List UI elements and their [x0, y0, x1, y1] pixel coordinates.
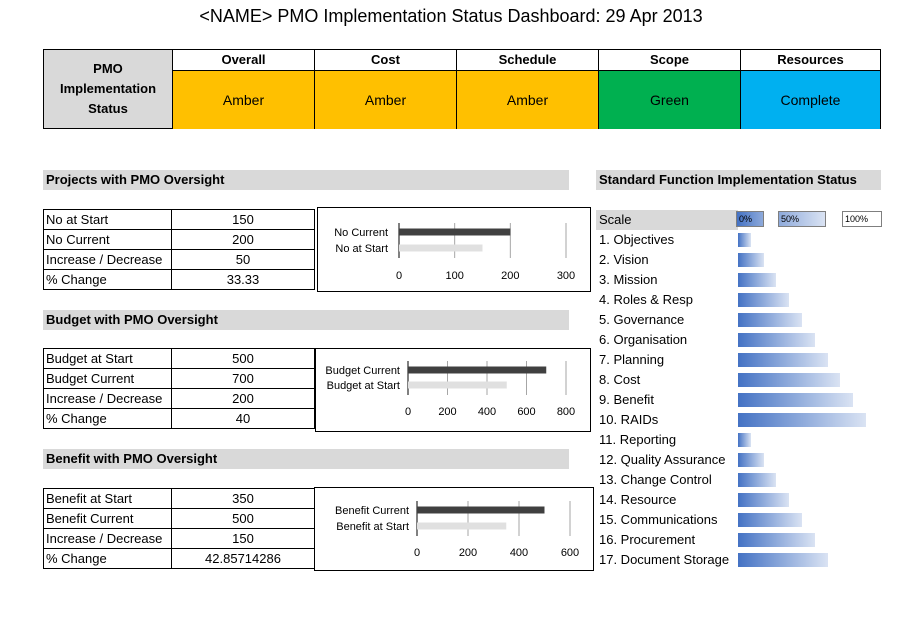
function-row — [596, 550, 886, 570]
function-label: 9. Benefit — [599, 392, 654, 407]
function-label: 7. Planning — [599, 352, 665, 367]
function-label: 5. Governance — [599, 312, 685, 327]
scale-label: Scale — [599, 212, 632, 227]
bar — [408, 367, 546, 374]
benefit-chart-svg — [315, 488, 593, 570]
row-label: No Current — [44, 230, 172, 250]
function-bar — [738, 313, 802, 327]
standard-function-list — [596, 210, 886, 570]
status-value: Amber — [315, 71, 456, 129]
function-bar — [738, 433, 751, 447]
x-tick-label: 200 — [501, 270, 520, 282]
table-row — [44, 210, 315, 230]
x-tick-label: 200 — [438, 406, 457, 418]
table-row — [44, 349, 315, 369]
status-value: Green — [599, 71, 740, 129]
category-label: No at Start — [335, 243, 388, 255]
budget-chart-svg — [316, 349, 590, 431]
function-label: 12. Quality Assurance — [599, 452, 726, 467]
status-col-overall — [172, 50, 314, 128]
row-value: 500 — [172, 349, 315, 369]
function-bar — [738, 253, 764, 267]
scale-mark: 50% — [778, 211, 826, 227]
function-row — [596, 410, 886, 430]
function-bar — [738, 533, 815, 547]
x-tick-label: 600 — [517, 406, 536, 418]
status-col-resources — [740, 50, 880, 128]
x-tick-label: 0 — [413, 547, 421, 559]
function-bar — [738, 353, 828, 367]
row-label: Budget at Start — [44, 349, 172, 369]
function-label: 10. RAIDs — [599, 412, 659, 427]
function-row — [596, 430, 886, 450]
table-row — [44, 369, 315, 389]
table-row — [44, 230, 315, 250]
status-header: Cost — [315, 50, 456, 71]
status-header: Schedule — [457, 50, 598, 71]
function-row — [596, 270, 886, 290]
function-row — [596, 470, 886, 490]
budget-section-title: Budget with PMO Oversight — [43, 310, 569, 330]
bar — [417, 507, 545, 514]
function-row — [596, 330, 886, 350]
function-bar — [738, 513, 802, 527]
bar — [399, 229, 510, 236]
row-value: 500 — [172, 509, 315, 529]
scale-mark: 0% — [736, 211, 764, 227]
budget-chart — [315, 348, 591, 432]
status-value: Amber — [457, 71, 598, 129]
row-label: % Change — [44, 270, 172, 290]
function-row — [596, 310, 886, 330]
status-col-scope — [598, 50, 740, 128]
row-value: 200 — [172, 230, 315, 250]
category-label: No Current — [334, 227, 388, 239]
projects-chart — [317, 207, 591, 292]
function-label: 14. Resource — [599, 492, 677, 507]
x-tick-label: 0 — [404, 406, 412, 418]
status-header: Overall — [173, 50, 314, 71]
table-row — [44, 489, 315, 509]
row-label: % Change — [44, 409, 172, 429]
function-bar — [738, 373, 840, 387]
status-value: Complete — [741, 71, 880, 129]
standard-function-rows — [596, 230, 886, 570]
row-label: Budget Current — [44, 369, 172, 389]
function-label: 13. Change Control — [599, 472, 712, 487]
table-row — [44, 409, 315, 429]
projects-section-title: Projects with PMO Oversight — [43, 170, 569, 190]
table-row — [44, 509, 315, 529]
function-label: 11. Reporting — [599, 432, 677, 447]
status-col-schedule — [456, 50, 598, 128]
category-label: Benefit Current — [335, 505, 409, 517]
scale-row — [596, 210, 738, 230]
function-row — [596, 390, 886, 410]
bar — [408, 382, 507, 389]
status-row-label: PMO Implementation Status — [44, 50, 173, 128]
function-label: 3. Mission — [599, 272, 658, 287]
projects-table — [43, 209, 315, 290]
category-label: Benefit at Start — [336, 521, 409, 533]
function-bar — [738, 473, 776, 487]
row-value: 150 — [172, 210, 315, 230]
row-value: 40 — [172, 409, 315, 429]
row-label: Increase / Decrease — [44, 250, 172, 270]
function-label: 2. Vision — [599, 252, 649, 267]
row-value: 50 — [172, 250, 315, 270]
function-row — [596, 230, 886, 250]
row-label: Benefit Current — [44, 509, 172, 529]
status-table — [43, 49, 881, 129]
function-label: 4. Roles & Resp — [599, 292, 693, 307]
x-tick-label: 100 — [445, 270, 464, 282]
row-value: 150 — [172, 529, 315, 549]
row-label: Increase / Decrease — [44, 389, 172, 409]
category-label: Budget Current — [325, 365, 400, 377]
table-row — [44, 549, 315, 569]
table-row — [44, 529, 315, 549]
benefit-chart — [314, 487, 594, 571]
function-label: 17. Document Storage — [599, 552, 730, 567]
function-bar — [738, 293, 789, 307]
function-label: 6. Organisation — [599, 332, 688, 347]
benefit-table — [43, 488, 315, 569]
function-label: 8. Cost — [599, 372, 641, 387]
row-label: No at Start — [44, 210, 172, 230]
page-title: <NAME> PMO Implementation Status Dashboard: 29 Apr 2013 — [199, 6, 703, 26]
function-row — [596, 350, 886, 370]
row-label: Increase / Decrease — [44, 529, 172, 549]
row-value: 350 — [172, 489, 315, 509]
function-row — [596, 290, 886, 310]
x-tick-label: 0 — [395, 270, 403, 282]
scale-mark: 100% — [842, 211, 882, 227]
bar — [399, 245, 483, 252]
table-row — [44, 250, 315, 270]
function-bar — [738, 333, 815, 347]
function-row — [596, 370, 886, 390]
x-tick-label: 800 — [556, 406, 576, 418]
function-bar — [738, 493, 789, 507]
budget-table — [43, 348, 315, 429]
standard-function-title: Standard Function Implementation Status — [596, 170, 881, 190]
row-label: % Change — [44, 549, 172, 569]
status-header: Scope — [599, 50, 740, 71]
function-row — [596, 530, 886, 550]
function-row — [596, 510, 886, 530]
status-value: Amber — [173, 71, 314, 129]
function-label: 15. Communications — [599, 512, 718, 527]
table-row — [44, 270, 315, 290]
x-tick-label: 400 — [509, 547, 529, 559]
status-header: Resources — [741, 50, 880, 71]
category-label: Budget at Start — [326, 380, 400, 392]
function-bar — [738, 233, 751, 247]
row-value: 200 — [172, 389, 315, 409]
x-tick-label: 400 — [477, 406, 497, 418]
row-value: 700 — [172, 369, 315, 389]
projects-chart-svg — [318, 208, 590, 291]
function-bar — [738, 393, 853, 407]
function-row — [596, 450, 886, 470]
status-col-cost — [314, 50, 456, 128]
x-tick-label: 200 — [458, 547, 478, 559]
function-row — [596, 250, 886, 270]
function-row — [596, 490, 886, 510]
function-bar — [738, 553, 828, 567]
row-value: 42.85714286 — [172, 549, 315, 569]
table-row — [44, 389, 315, 409]
bar — [417, 523, 506, 530]
function-label: 1. Objectives — [599, 232, 675, 247]
benefit-section-title: Benefit with PMO Oversight — [43, 449, 569, 469]
function-label: 16. Procurement — [599, 532, 696, 547]
function-bar — [738, 273, 776, 287]
x-tick-label: 300 — [556, 270, 576, 282]
function-bar — [738, 453, 764, 467]
x-tick-label: 600 — [560, 547, 580, 559]
function-bar — [738, 413, 866, 427]
row-value: 33.33 — [172, 270, 315, 290]
row-label: Benefit at Start — [44, 489, 172, 509]
